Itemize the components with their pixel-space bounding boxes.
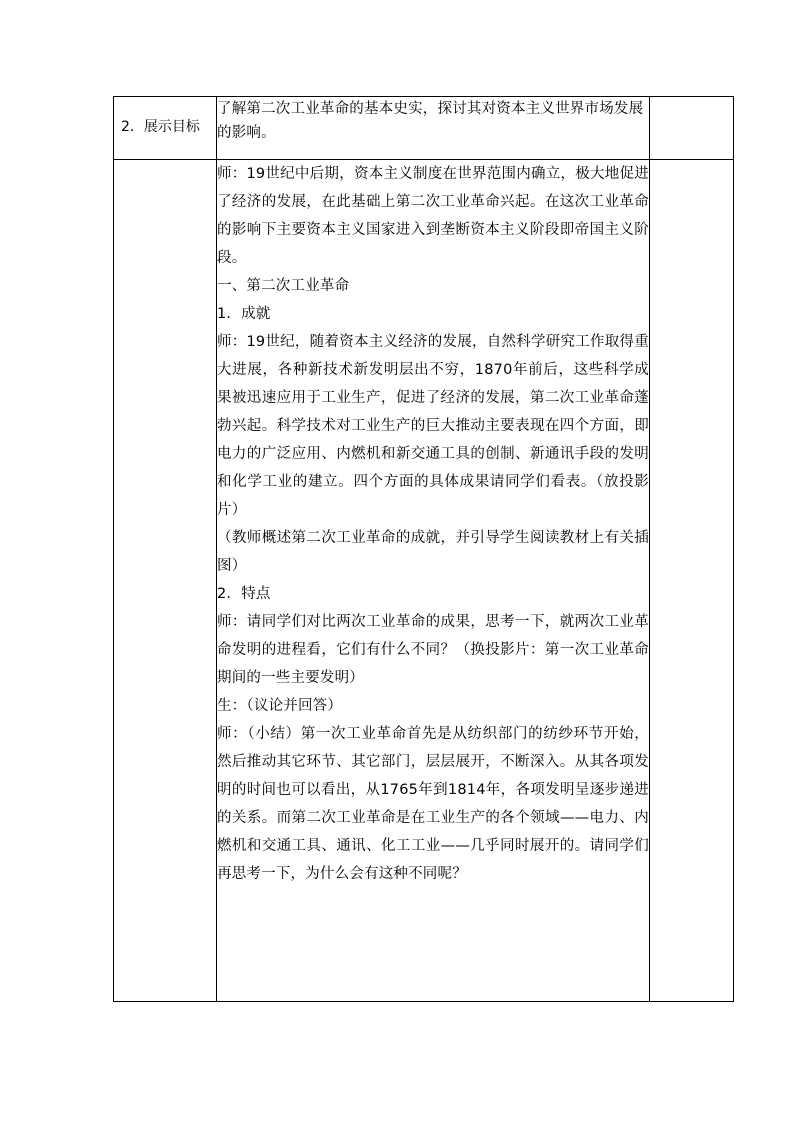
goal-paragraph: 了解第二次工业革命的基本史实，探讨其对资本主义世界市场发展的影响。 xyxy=(217,101,644,141)
paragraph-student-answer: 生：（议论并回答） xyxy=(217,698,343,714)
paragraph-teacher-note: （教师概述第二次工业革命的成就，并引导学生阅读教材上有关插图） xyxy=(217,530,649,574)
row-content-cell xyxy=(217,160,650,1002)
row-label xyxy=(114,160,216,180)
row-label-cell xyxy=(114,97,217,160)
paragraph-question: 师：请同学们对比两次工业革命的成果，思考一下，就两次工业革命发明的进程看，它们有什么不同？（换投影片：第一次工业革命期间的一些主要发明） xyxy=(217,614,649,686)
heading-features: 2．特点 xyxy=(217,586,271,602)
lesson-plan-table xyxy=(113,96,734,1002)
paragraph-intro: 师：19世纪中后期，资本主义制度在世界范围内确立，极大地促进了经济的发展，在此基础上第二次工业革命兴起。在这次工业革命的影响下主要资本主义国家进入到垄断资本主义阶段即帝国主义阶段。 xyxy=(217,166,649,266)
row-label: 2．展示目标 xyxy=(121,119,200,135)
paragraph-summary: 师：（小结）第一次工业革命首先是从纺织部门的纺纱环节开始，然后推动其它环节、其它部门，层层展开，不断深入。从其各项发明的时间也可以看出，从1765年到1814年，各项发明呈逐步递进的关系。而第二次工业革命是在工业生产的各个领域——电力、内燃机和交通工具、通讯、化工工业——几乎同时展开的。请同学们再思考一下，为什么会有这种不同呢？ xyxy=(217,726,649,882)
row-content-cell xyxy=(217,97,650,160)
row-notes-cell xyxy=(650,97,734,160)
table-row-goals xyxy=(114,97,734,160)
table-row-lesson-process xyxy=(114,160,734,1002)
heading-achievements: 1．成就 xyxy=(217,306,271,322)
row-label-cell xyxy=(114,160,217,1002)
paragraph-achievements: 师：19世纪，随着资本主义经济的发展，自然科学研究工作取得重大进展，各种新技术新发明层出不穷，1870年前后，这些科学成果被迅速应用于工业生产，促进了经济的发展，第二次工业革命蓬勃兴起。科学技术对工业生产的巨大推动主要表现在四个方面，即电力的广泛应用、内燃机和新交通工具的创制、新通讯手段的发明和化学工业的建立。四个方面的具体成果请同学们看表。（放投影片） xyxy=(217,334,649,518)
heading-section-one: 一、第二次工业革命 xyxy=(217,278,350,294)
row-notes-cell xyxy=(650,160,734,1002)
